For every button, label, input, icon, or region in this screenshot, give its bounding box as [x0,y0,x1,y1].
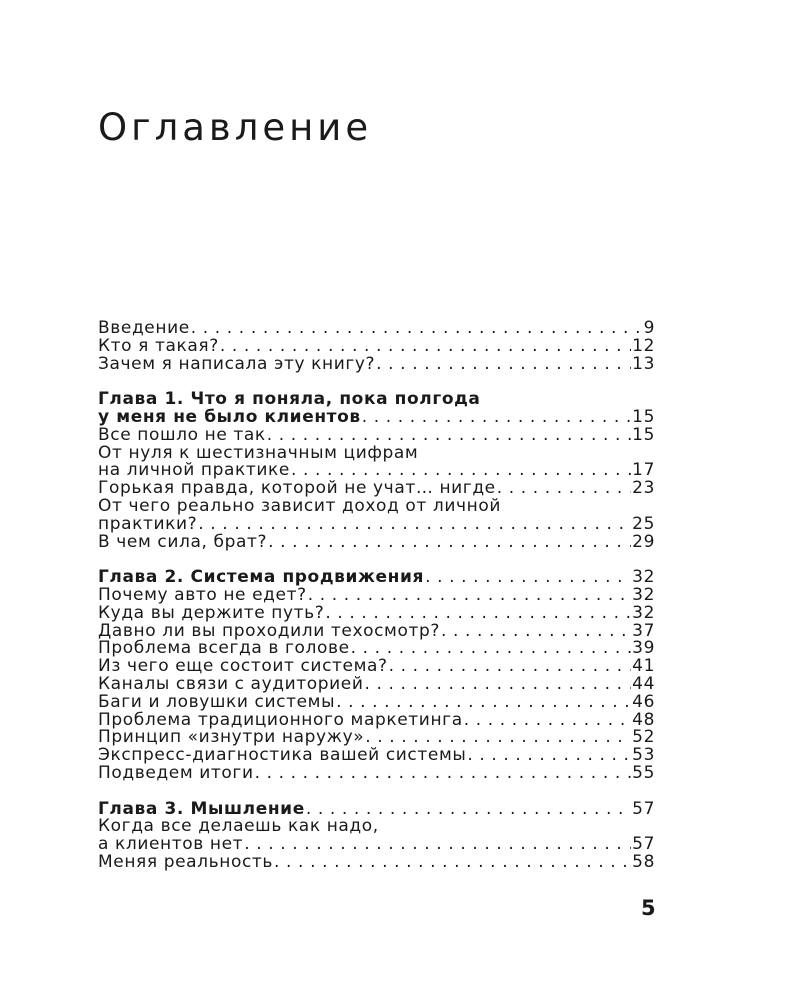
dot-leader [351,640,631,658]
dot-leader [336,694,631,712]
entry-title: Зачем я написала эту книгу? [98,353,376,374]
page-ref: 17 [632,460,655,481]
toc-section [98,391,655,551]
toc-section [98,320,655,373]
dot-leader [274,854,631,872]
entry-title: От чего реально зависит доход от личной [98,495,502,516]
entry-title: Принцип «изнутри наружу» [98,727,365,748]
page-ref: 13 [632,353,655,374]
dot-leader [389,658,632,676]
page-ref: 55 [632,762,655,783]
toc-entry[interactable] [98,851,655,872]
page-title: Оглавление [98,106,373,149]
chapter-title: у меня не было клиентов [98,406,361,427]
toc-entry[interactable] [98,691,655,712]
dot-leader [464,712,631,730]
chapter-title: Глава 3. Мышление [98,798,305,819]
toc-section [98,569,655,783]
entry-title: Горькая правда, которой не учат… нигде [98,478,496,499]
page-ref: 57 [632,834,655,855]
page-ref: 32 [632,567,655,588]
page-ref: 46 [632,691,655,712]
page-ref: 52 [632,727,655,748]
entry-title: на личной практике [98,460,290,481]
toc-entry[interactable] [98,335,655,356]
toc-entry[interactable] [98,602,655,623]
entry-title: Проблема традиционного маркетинга [98,709,463,730]
dot-leader [268,534,631,552]
entry-title: Когда все делаешь как надо, [98,816,379,837]
entry-title: Почему авто не едет? [98,584,307,605]
entry-title: Куда вы держите путь? [98,602,325,623]
dot-leader [425,569,631,587]
dot-leader [191,320,643,338]
page-ref: 57 [632,798,655,819]
page-ref: 53 [632,745,655,766]
dot-leader [244,836,631,854]
entry-title: практики? [98,513,198,534]
page-ref: 39 [632,638,655,659]
entry-title: Кто я такая? [98,335,219,356]
entry-title: Каналы связи с аудиторией [98,673,364,694]
toc-entry[interactable] [98,353,655,374]
entry-title: Из чего еще состоит система? [98,656,388,677]
page-ref: 9 [643,318,655,338]
page-ref: 44 [632,673,655,694]
dot-leader [441,623,631,641]
dot-leader [376,356,631,374]
toc-entry[interactable] [98,513,655,534]
dot-leader [362,409,631,427]
page-ref: 58 [632,851,655,872]
page-ref: 32 [632,584,655,605]
dot-leader [325,605,631,623]
page-ref: 15 [632,424,655,445]
dot-leader [497,480,631,498]
entry-title: В чем сила, брат? [98,531,268,552]
dot-leader [220,338,631,356]
page-ref: 25 [632,513,655,534]
entry-title: а клиентов нет [98,834,244,855]
entry-title: Подведем итоги [98,762,254,783]
chapter-title: Глава 1. Что я поняла, пока полгода [98,389,481,410]
page-number: 5 [641,896,656,920]
entry-title: От нуля к шестизначным цифрам [98,442,419,463]
toc-section [98,798,655,872]
chapter-title: Глава 2. Система продвижения [98,567,425,588]
page-ref: 37 [632,620,655,641]
entry-title: Введение [98,318,190,338]
page-ref: 15 [632,406,655,427]
page-ref: 32 [632,602,655,623]
page-ref: 48 [632,709,655,730]
entry-title: Проблема всегда в голове [98,638,350,659]
entry-title: Все пошло не так [98,424,266,445]
page-ref: 12 [632,335,655,356]
page-ref: 41 [632,656,655,677]
entry-title: Баги и ловушки системы [98,691,336,712]
table-of-contents [98,320,655,872]
toc-entry[interactable] [98,531,655,552]
dot-leader [364,676,631,694]
dot-leader [267,427,631,445]
toc-entry[interactable] [98,762,655,783]
dot-leader [467,747,631,765]
entry-title: Меняя реальность [98,851,274,872]
entry-title: Давно ли вы проходили техосмотр? [98,620,441,641]
dot-leader [255,765,632,783]
page-ref: 23 [632,478,655,499]
dot-leader [308,587,631,605]
page-ref: 29 [632,531,655,552]
entry-title: Экспресс-диагностика вашей системы [98,745,467,766]
toc-entry[interactable] [98,424,655,445]
dot-leader [198,516,631,534]
